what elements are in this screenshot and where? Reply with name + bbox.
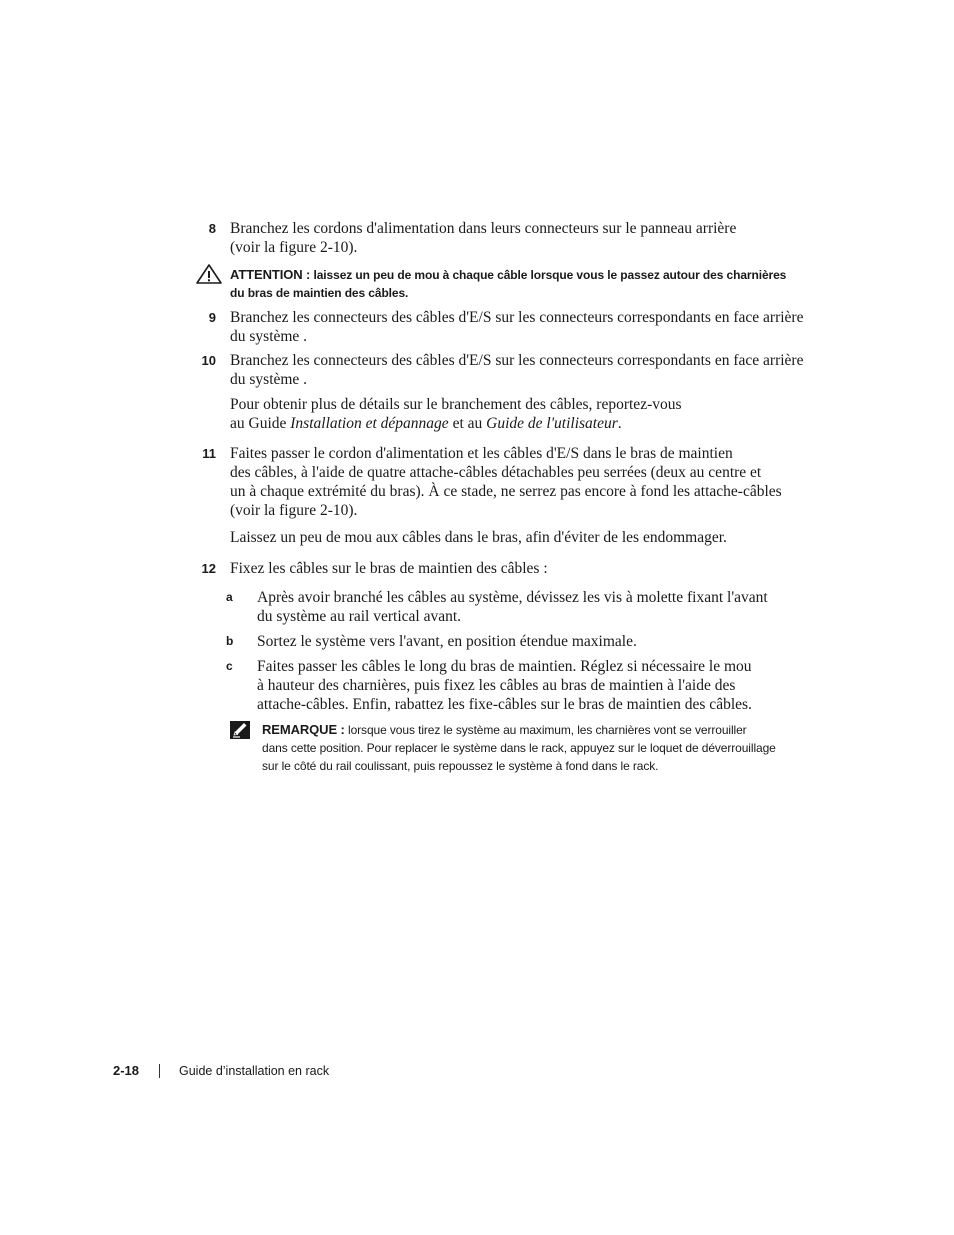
page-number: 2-18 [113, 1063, 140, 1078]
substep-letter: a [226, 590, 233, 604]
text-line: à hauteur des charnières, puis fixez les câbles au bras de maintien à l'aide des [257, 677, 736, 694]
text-line: Laissez un peu de mou aux câbles dans le bras, afin d'éviter de les endommager. [230, 529, 727, 546]
step-text [230, 219, 820, 257]
attention-text: laissez un peu de mou à chaque câble lorsque vous le passez autour des charnières [313, 268, 787, 282]
text-line: (voir la figure 2-10). [230, 239, 358, 256]
text-line: du système . [230, 371, 308, 388]
note-text: sur le côté du rail coulissant, puis repoussez le système à fond dans le rack. [262, 759, 659, 773]
step-number: 10 [201, 353, 216, 368]
substep-letter: b [226, 634, 234, 648]
substep-text [257, 588, 817, 626]
text-line: Faites passer le cordon d'alimentation et les câbles d'E/S dans le bras de maintien [230, 445, 733, 462]
attention-notice [230, 266, 830, 302]
document-title: Guide d’installation en rack [179, 1064, 330, 1078]
step-number: 9 [208, 310, 216, 325]
text-line: Pour obtenir plus de détails sur le branchement des câbles, reportez-vous [230, 396, 682, 413]
paragraph [230, 395, 820, 433]
note-label: REMARQUE : [262, 722, 345, 737]
text-line: Fixez les câbles sur le bras de maintien des câbles : [230, 560, 548, 577]
guide-title-utilisateur: Guide de l'utilisateur [486, 415, 618, 432]
text-line: Sortez le système vers l'avant, en position étendue maximale. [257, 633, 637, 650]
text-line: Après avoir branché les câbles au système, dévissez les vis à molette fixant l'avant [257, 589, 768, 606]
step-number: 12 [201, 561, 216, 576]
text-line: Branchez les cordons d'alimentation dans leurs connecteurs sur le panneau arrière [230, 220, 737, 237]
pencil-note-icon [229, 720, 251, 745]
text-line: attache-câbles. Enfin, rabattez les fixe-câbles sur le bras de maintien des câbles. [257, 696, 752, 713]
step-text [230, 308, 820, 346]
text-line: (voir la figure 2-10). [230, 502, 358, 519]
step-text [230, 351, 820, 389]
substep-letter: c [226, 659, 233, 673]
attention-text: du bras de maintien des câbles. [230, 286, 409, 300]
step-number: 8 [208, 221, 216, 236]
attention-label: ATTENTION : [230, 267, 311, 282]
text-line: un à chaque extrémité du bras). À ce stade, ne serrez pas encore à fond les attache-câbles [230, 483, 782, 500]
text-line: des câbles, à l'aide de quatre attache-câbles détachables peu serrées (deux au centre et [230, 464, 762, 481]
text-line: Branchez les connecteurs des câbles d'E/S sur les connecteurs correspondants en face arrière [230, 352, 804, 369]
step-text [230, 559, 820, 578]
text-line: au Guide Installation et dépannage et au Guide de l'utilisateur. [230, 415, 622, 432]
step-text [230, 444, 820, 520]
note-text: dans cette position. Pour replacer le système dans le rack, appuyez sur le loquet de déverrouillage [262, 741, 776, 755]
note-text: lorsque vous tirez le système au maximum, les charnières vont se verrouiller [348, 723, 747, 737]
warning-triangle-icon [195, 263, 223, 290]
note-remarque [262, 721, 822, 775]
footer-divider [159, 1064, 160, 1078]
text-line: Faites passer les câbles le long du bras de maintien. Réglez si nécessaire le mou [257, 658, 752, 675]
substep-text [257, 632, 817, 651]
step-number: 11 [202, 446, 216, 461]
guide-title-installation: Installation et dépannage [290, 415, 449, 432]
substep-text [257, 657, 817, 714]
paragraph [230, 528, 820, 547]
text-line: du système . [230, 328, 308, 345]
text-line: du système au rail vertical avant. [257, 608, 462, 625]
text-line: Branchez les connecteurs des câbles d'E/S sur les connecteurs correspondants en face arrière [230, 309, 804, 326]
